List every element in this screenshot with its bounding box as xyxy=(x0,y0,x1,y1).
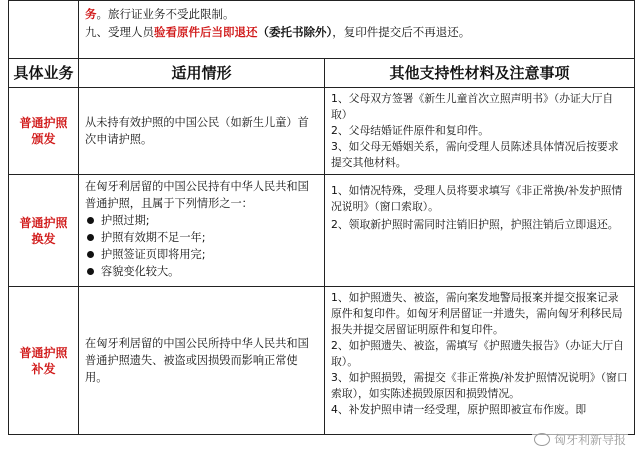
header-business: 具体业务 xyxy=(9,59,79,88)
requirements-table xyxy=(8,0,635,435)
header-situation: 适用情形 xyxy=(79,59,325,88)
bullet-icon xyxy=(87,217,94,224)
situation-cell-issue xyxy=(79,88,325,175)
material-item: 3、如父母无婚姻关系，需向受理人员陈述具体情况后按要求提交其他材料。 xyxy=(331,140,619,169)
situation-bullet-list xyxy=(85,212,318,280)
header-row xyxy=(9,59,635,88)
situation-cell-replacement xyxy=(79,287,325,435)
list-item xyxy=(85,229,318,246)
material-item: 2、如护照遗失、被盗，需填写《护照遗失报告》（办证大厅自取）。 xyxy=(331,339,624,368)
watermark-text: 匈牙利新导报 xyxy=(553,433,626,447)
watermark xyxy=(532,431,628,448)
situation-cell-renewal xyxy=(79,175,325,287)
materials-cell-issue xyxy=(325,88,635,175)
situation-text: 在匈牙利居留的中国公民持有中华人民共和国普通护照，且属于下列情形之一： xyxy=(85,180,309,210)
bullet-icon xyxy=(87,234,94,241)
note-line-2 xyxy=(85,23,628,41)
list-item xyxy=(85,246,318,263)
material-item: 1、如护照遗失、被盗，需向案发地警局报案并提交报案记录原件和复印件。如匈牙利居留证一并遗失，需向匈牙利移民局报失并提交居留证明原件和复印件。 xyxy=(331,291,623,336)
note-line-2-prefix: 九、受理人员 xyxy=(85,25,154,39)
note-line-1-text: 。旅行证业务不受此限制。 xyxy=(96,7,235,21)
bullet-icon xyxy=(87,268,94,275)
wechat-icon xyxy=(534,433,550,446)
materials-cell-replacement xyxy=(325,287,635,435)
bullet-text: 容貌变化较大。 xyxy=(101,265,180,278)
list-item xyxy=(85,263,318,280)
notes-empty-cell xyxy=(9,1,79,59)
table-row-renewal xyxy=(9,175,635,287)
material-item: 2、父母结婚证件原件和复印件。 xyxy=(331,124,490,137)
business-cell-renewal: 普通护照换发 xyxy=(9,175,79,287)
table-row-replacement xyxy=(9,287,635,435)
materials-cell-renewal xyxy=(325,175,635,287)
notes-cell xyxy=(79,1,635,59)
list-item xyxy=(85,212,318,229)
bullet-icon xyxy=(87,251,94,258)
note-line-2-text: ，复印件提交后不再退还。 xyxy=(332,25,471,39)
situation-text: 在匈牙利居留的中国公民所持中华人民共和国普通护照遗失、被盗或因损毁而影响正常使用。 xyxy=(85,337,309,384)
note-line-2-red: 验看原件后当即退还 xyxy=(154,25,258,39)
bullet-text: 护照签证页即将用完; xyxy=(101,248,206,261)
material-item: 2、领取新护照时需同时注销旧护照，护照注销后立即退还。 xyxy=(331,218,619,231)
note-line-1 xyxy=(85,5,628,23)
material-item: 1、父母双方签署《新生儿童首次立照声明书》（办证大厅自取） xyxy=(331,92,614,121)
business-cell-issue: 普通护照颁发 xyxy=(9,88,79,175)
business-cell-replacement: 普通护照补发 xyxy=(9,287,79,435)
material-item: 1、如情况特殊，受理人员将要求填写《非正常换/补发护照情况说明》（窗口索取）。 xyxy=(331,184,623,213)
situation-text: 从未持有效护照的中国公民（如新生儿童）首次申请护照。 xyxy=(85,116,309,146)
note-line-2-bold: （委托书除外） xyxy=(257,25,333,39)
note-line-1-red: 务 xyxy=(85,7,97,21)
material-item: 4、补发护照申请一经受理，原护照即被宣布作废。即 xyxy=(331,403,587,416)
notes-row xyxy=(9,1,635,59)
material-item: 3、如护照损毁，需提交《非正常换/补发护照情况说明》（窗口索取），如实陈述损毁原因和损毁情况。 xyxy=(331,371,628,400)
bullet-text: 护照有效期不足一年; xyxy=(101,231,206,244)
bullet-text: 护照过期; xyxy=(101,214,150,227)
header-materials: 其他支持性材料及注意事项 xyxy=(325,59,635,88)
table-row-issue xyxy=(9,88,635,175)
